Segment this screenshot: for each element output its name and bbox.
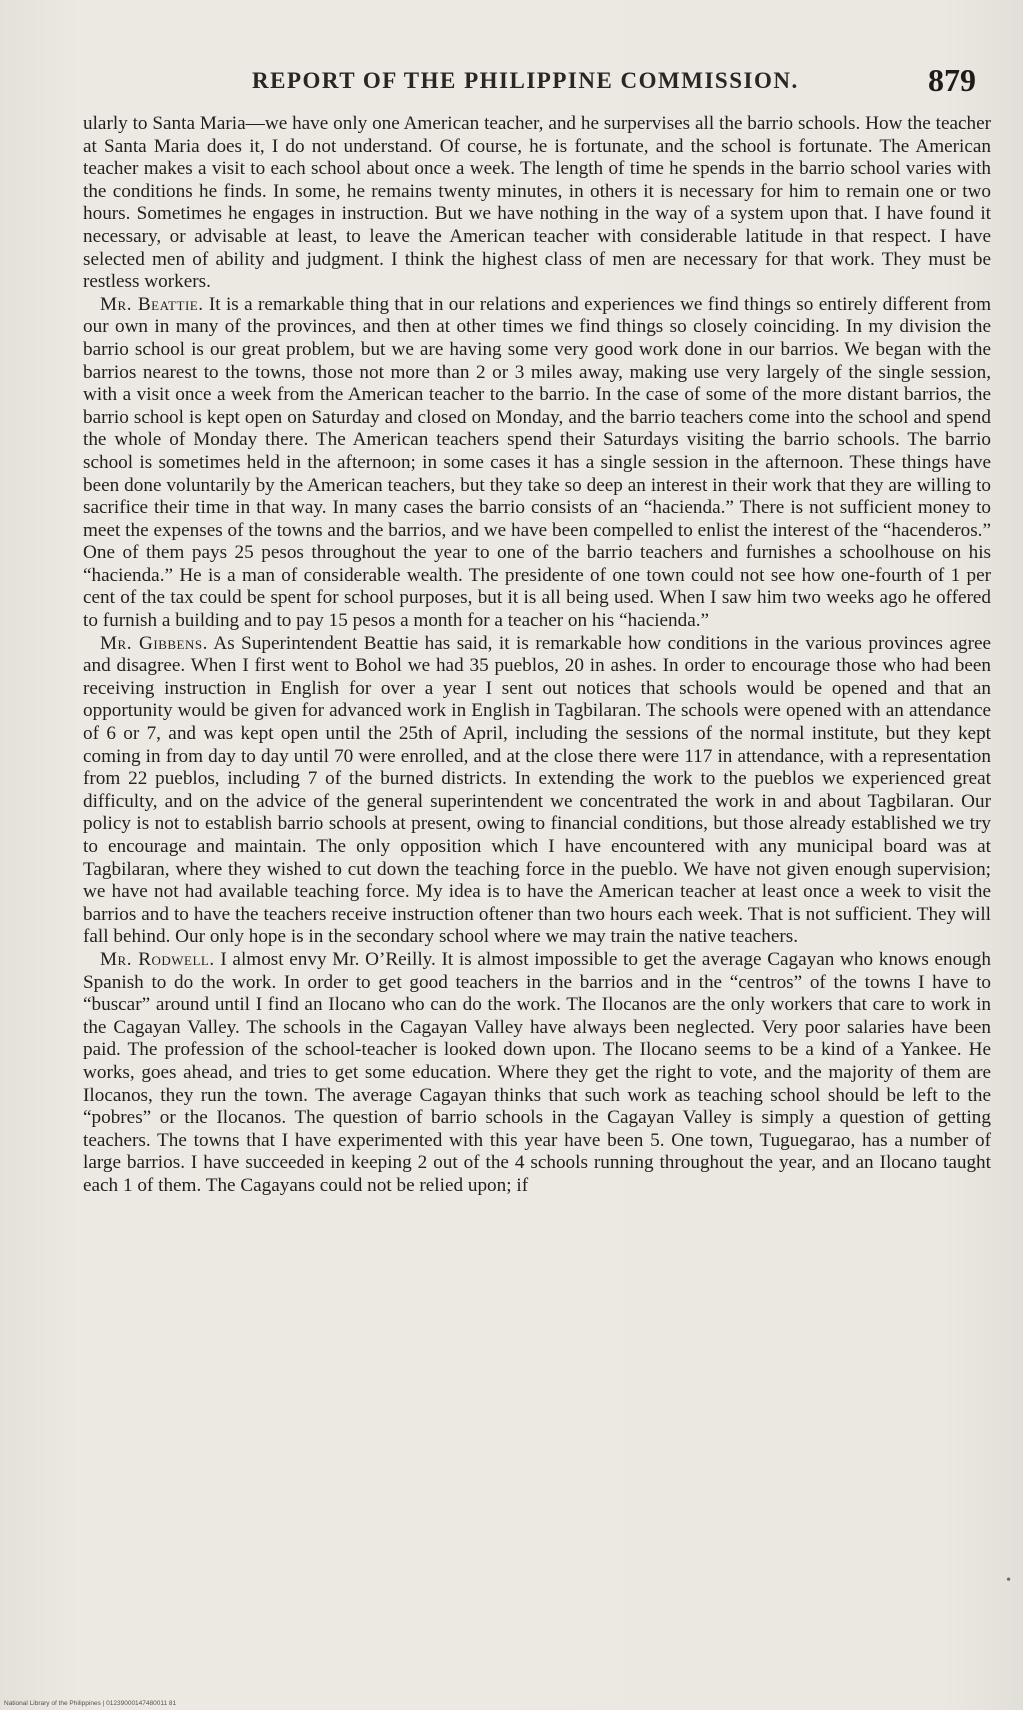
paragraph-text: I almost envy Mr. O’Reilly. It is almost impossible to get the average Cagayan who knows enough Spanish to do the work. In order to get good teachers in the barrios and in the “centros” of the towns I have to “buscar” around until I find an Ilocano who can do the work. The Ilocanos are the only workers that care to work in the Cagayan Valley. The schools in the Cagayan Valley have always been neglected. Very poor salaries have been paid. The profession of the school-teacher is looked down upon. The Ilocano seems to be a kind of a Yankee. He works, goes ahead, and tries to get some education. Where they get the right to vote, and the majority of them are Ilocanos, they run the town. The average Cagayan thinks that such work as teaching school should be left to the “pobres” or the Ilocanos. The question of barrio schools in the Cagayan Valley is simply a question of getting teachers. The towns that I have experimented with this year have been 5. One town, Tuguegarao, has a number of large barrios. I have succeeded in keeping 2 out of the 4 schools running throughout the year, and an Ilocano taught each 1 of them. The Cagayans could not be relied upon; if: [83, 948, 991, 1196]
margin-mark: •: [1006, 1573, 1011, 1588]
page-header: [80, 62, 998, 100]
speaker-name: Mr. Gibbens.: [100, 632, 208, 654]
speaker-name: Mr. Rodwell.: [100, 948, 215, 970]
paragraph-continuation: [83, 113, 991, 294]
paragraph-beattie: [83, 294, 991, 633]
page-number: 879: [928, 62, 976, 98]
scan-attribution: National Library of the Philippines | 01239000147480011 81: [4, 1700, 177, 1707]
speaker-name: Mr. Beattie.: [100, 293, 204, 315]
paragraph-rodwell: [83, 949, 991, 1198]
paragraph-gibbens: [83, 633, 991, 949]
paragraph-text: ularly to Santa Maria—we have only one American teacher, and he surpervises all the barrio schools. How the teacher at Santa Maria does it, I do not understand. Of course, he is fortunate, and the school is fortunate. The American teacher makes a visit to each school about once a week. The length of time he spends in the barrio school varies with the conditions he finds. In some, he remains twenty minutes, in others it is necessary for him to remain one or two hours. Sometimes he engages in instruction. But we have nothing in the way of a system upon that. I have found it necessary, or advisable at least, to leave the American teacher with considerable latitude in that respect. I have selected men of ability and judgment. I think the highest class of men are necessary for that work. They must be restless workers.: [83, 113, 991, 293]
paragraph-text: As Superintendent Beattie has said, it is remarkable how conditions in the various provinces agree and disagree. When I first went to Bohol we had 35 pueblos, 20 in ashes. In order to encourage those who had been receiving instruction in English for over a year I sent out notices that schools would be opened and that an opportunity would be given for advanced work in English in Tagbilaran. The schools were opened with an attendance of 6 or 7, and was kept open until the 25th of April, including the sessions of the normal institute, but they kept coming in from day to day until 70 were enrolled, and at the close there were 117 in attendance, with a representation from 22 pueblos, including 7 of the burned districts. In extending the work to the pueblos we experienced great difficulty, and on the advice of the general superintendent we concentrated the work in and about Tagbilaran. Our policy is not to establish barrio schools at present, owing to financial conditions, but those already established we try to encourage and maintain. The only opposition which I have encountered with any municipal board was at Tagbilaran, where they wished to cut down the teaching force in the pueblo. We have not given enough supervision; we have not had available teaching force. My idea is to have the American teacher at least once a week to visit the barrios and to have the teachers receive instruction oftener than two hours each week. That is not sufficient. They will fall behind. Our only hope is in the secondary school where we may train the native teachers.: [83, 632, 991, 948]
paragraph-text: It is a remarkable thing that in our relations and experiences we find things so entirely different from our own in many of the provinces, and then at other times we find things so closely coinciding. In my division the barrio school is our great problem, but we are having some very good work done in our barrios. We began with the barrios nearest to the towns, those not more than 2 or 3 miles away, making use very largely of the single session, with a visit once a week from the American teacher to the barrio. In the case of some of the more distant barrios, the barrio school is kept open on Saturday and closed on Monday, and the barrio teachers come into the school and spend the whole of Monday there. The American teachers spend their Saturdays visiting the barrio schools. The barrio school is sometimes held in the afternoon; in some cases it has a single session in the afternoon. These things have been done voluntarily by the American teachers, but they take so deep an interest in their work that they are willing to sacrifice their time in that way. In many cases the barrio consists of an “hacienda.” There is not sufficient money to meet the expenses of the towns and the barrios, and we have been compelled to enlist the interest of the “hacenderos.” One of them pays 25 pesos throughout the year to one of the barrio teachers and furnishes a schoolhouse on his “hacienda.” He is a man of considerable wealth. The presidente of one town could not see how one-fourth of 1 per cent of the tax could be spent for school purposes, but it is all being used. When I saw him two weeks ago he offered to furnish a building and to pay 15 pesos a month for a teacher on his “hacienda.”: [83, 293, 992, 632]
running-title: REPORT OF THE PHILIPPINE COMMISSION.: [252, 68, 799, 93]
body-text: [83, 113, 991, 1198]
